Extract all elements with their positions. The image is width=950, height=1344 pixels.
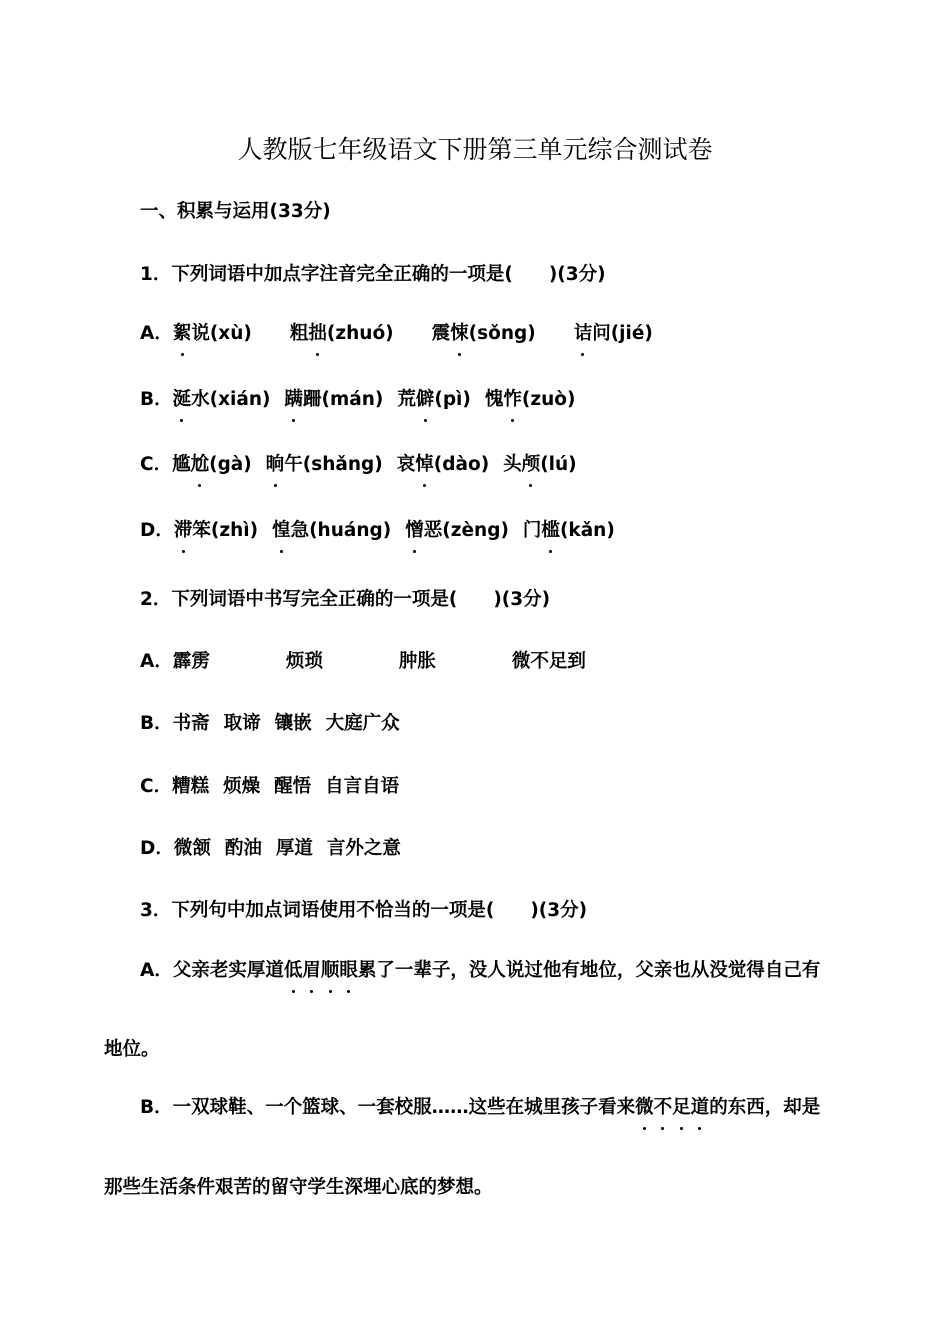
word-part: 震 <box>431 323 451 344</box>
word-part: 水(xián) <box>191 389 271 410</box>
q2-option-b <box>140 710 400 738</box>
question-2-text: 2．下列词语中书写完全正确的一项是( <box>140 589 458 610</box>
word: 自言自语 <box>325 776 400 797</box>
dotted-char: 低 <box>284 957 303 985</box>
word-part: 粗 <box>289 323 309 344</box>
dotted-char: 诘 <box>574 320 593 348</box>
word-part: 急(huáng) <box>290 520 392 541</box>
word-part: 荒 <box>397 389 416 410</box>
dotted-char: 颅 <box>522 451 541 479</box>
dotted-char: 道 <box>691 1094 710 1122</box>
sentence-part: 累了一辈子，没人说过他有地位，父亲也从没觉得自己有 <box>357 960 821 981</box>
option-label: A． <box>140 960 173 981</box>
q2-option-c <box>140 773 399 801</box>
dotted-char: 惶 <box>272 517 291 545</box>
word: 厚道 <box>275 838 313 859</box>
word: 肿胀 <box>398 651 436 672</box>
q3-option-a-continued: 地位。 <box>104 1039 160 1060</box>
question-1-stem <box>140 261 606 289</box>
word-part: (lú) <box>540 454 577 475</box>
dotted-char: 晌 <box>266 451 285 479</box>
option-label: A． <box>140 323 173 344</box>
word: 醒悟 <box>274 776 312 797</box>
dotted-char: 眉 <box>302 957 321 985</box>
word-part: (zuò) <box>521 389 576 410</box>
dotted-char: 槛 <box>541 517 560 545</box>
word: 烦琐 <box>285 651 323 672</box>
word-part: 笨(zhì) <box>192 520 259 541</box>
word: 大庭广众 <box>325 713 400 734</box>
dotted-char: 足 <box>672 1094 691 1122</box>
q3-option-b <box>140 1094 820 1122</box>
word-part: 午(shǎng) <box>284 454 383 475</box>
word-part: (sǒng) <box>468 323 536 344</box>
word-part: 尴 <box>172 454 191 475</box>
q2-option-d <box>140 835 401 863</box>
option-label: B． <box>140 713 173 734</box>
word: 言外之意 <box>326 838 401 859</box>
word-part: 愧 <box>484 389 504 410</box>
word-part: 哀 <box>396 454 416 475</box>
question-3-score: )(3分) <box>530 900 588 921</box>
q1-option-b <box>140 386 575 414</box>
dotted-char: 絮 <box>173 320 192 348</box>
q2-option-a <box>140 648 586 676</box>
word: 酌油 <box>224 838 262 859</box>
word-part: 恶(zèng) <box>423 520 509 541</box>
question-1-text: 1．下列词语中加点字注音完全正确的一项是( <box>140 264 513 285</box>
word: 微不足到 <box>511 651 586 672</box>
document-title: 人教版七年级语文下册第三单元综合测试卷 <box>237 135 713 164</box>
question-1-score: )(3分) <box>548 264 606 285</box>
option-label: B． <box>140 1097 173 1118</box>
word-part: (kǎn) <box>559 520 615 541</box>
word: 微颔 <box>173 838 211 859</box>
word-part: (gà) <box>209 454 252 475</box>
word-part: 头 <box>503 454 522 475</box>
dotted-char: 眼 <box>339 957 358 985</box>
section-heading: 一、积累与运用(33分) <box>140 201 331 222</box>
question-2-score: )(3分) <box>493 589 551 610</box>
dotted-char: 憎 <box>405 517 424 545</box>
word: 镶嵌 <box>274 713 312 734</box>
dotted-char: 悼 <box>415 451 434 479</box>
sentence-part: 的东西，却是 <box>709 1097 821 1118</box>
dotted-char: 怍 <box>503 386 522 414</box>
word: 烦燥 <box>223 776 261 797</box>
q1-option-d <box>140 517 615 545</box>
option-label: D． <box>140 520 174 541</box>
sentence-part: 父亲老实厚道 <box>172 960 284 981</box>
option-label: C． <box>140 776 173 797</box>
q3-option-a <box>140 957 820 985</box>
dotted-char: 悚 <box>450 320 469 348</box>
word-part: 门 <box>522 520 542 541</box>
dotted-char: 微 <box>635 1094 654 1122</box>
word-part: (dào) <box>433 454 490 475</box>
option-label: C． <box>140 454 173 475</box>
dotted-char: 顺 <box>321 957 340 985</box>
word-part: 说(xù) <box>191 323 252 344</box>
option-label: A． <box>140 651 173 672</box>
word: 取谛 <box>223 713 261 734</box>
dotted-char: 拙 <box>308 320 327 348</box>
question-2-stem <box>140 586 550 614</box>
word-part: 问(jié) <box>592 323 653 344</box>
word-part: (zhuó) <box>326 323 394 344</box>
q1-option-a <box>140 320 653 348</box>
dotted-char: 蹒 <box>284 386 303 414</box>
dotted-char: 滞 <box>174 517 193 545</box>
q3-option-b-continued: 那些生活条件艰苦的留守学生深埋心底的梦想。 <box>104 1177 493 1198</box>
option-label: D． <box>140 838 174 859</box>
word: 书斋 <box>172 713 210 734</box>
option-label: B． <box>140 389 173 410</box>
word-part: 跚(mán) <box>302 389 384 410</box>
sentence-part: 一双球鞋、一个篮球、一套校服……这些在城里孩子看来 <box>172 1097 636 1118</box>
question-3-text: 3．下列句中加点词语使用不恰当的一项是( <box>140 900 495 921</box>
dotted-char: 不 <box>654 1094 673 1122</box>
dotted-char: 涎 <box>173 386 192 414</box>
dotted-char: 尬 <box>191 451 210 479</box>
dotted-char: 僻 <box>416 386 435 414</box>
q1-option-c <box>140 451 577 479</box>
word: 糟糕 <box>172 776 210 797</box>
word: 霹雳 <box>172 651 210 672</box>
word-part: (pì) <box>434 389 471 410</box>
question-3-stem <box>140 897 587 925</box>
